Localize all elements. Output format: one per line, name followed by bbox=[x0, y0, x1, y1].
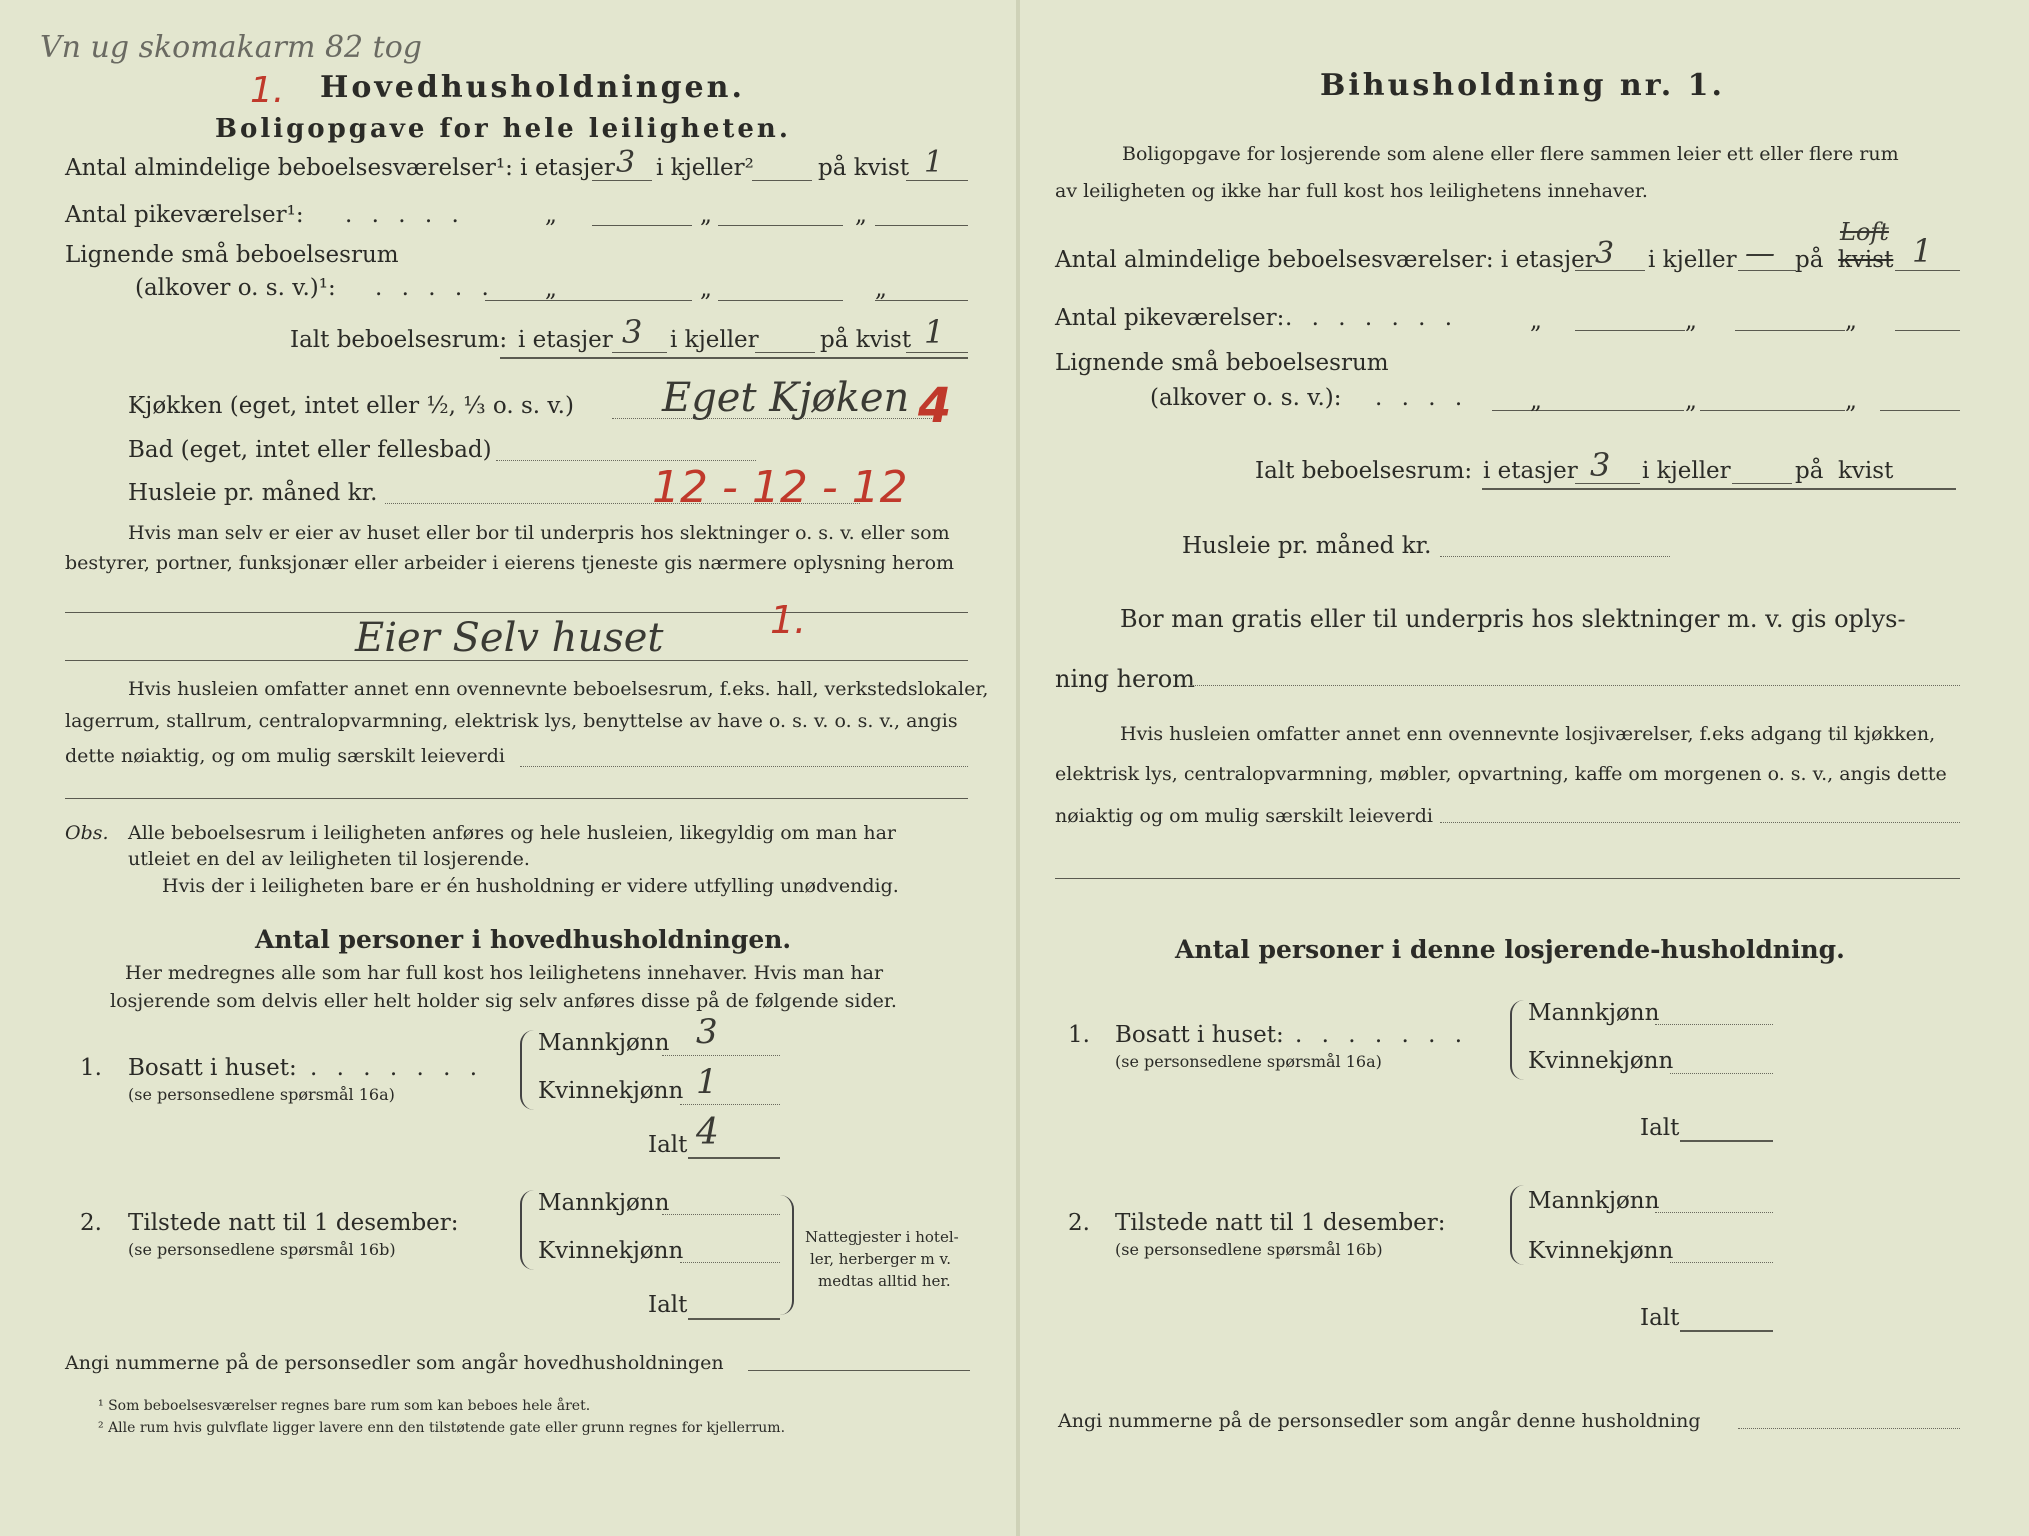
right-q2-mann-label: Mannkjønn bbox=[1528, 1188, 1660, 1214]
left-kjokken-value: Eget Kjøken bbox=[662, 375, 910, 421]
right-ialt-label: Ialt beboelsesrum: bbox=[1255, 458, 1473, 484]
left-angi-line bbox=[748, 1370, 970, 1371]
right-q1-num: 1. bbox=[1068, 1022, 1090, 1048]
right-gratis-2: ning herom bbox=[1055, 665, 1195, 693]
right-pike-line2 bbox=[1735, 330, 1845, 331]
left-ialt-kjeller-line bbox=[755, 352, 815, 353]
left-ialt-label: Ialt beboelsesrum: bbox=[290, 327, 508, 353]
left-eier-text-2: bestyrer, portner, funksjonær eller arbeider i eierens tjeneste gis nærmere oplysning herom bbox=[65, 552, 955, 574]
right-ialt-kjeller-line bbox=[1732, 483, 1792, 484]
left-smaa-q2: „ bbox=[700, 276, 712, 302]
right-row-alm-label: Antal almindelige beboelsesværelser: i etasjer bbox=[1055, 247, 1596, 273]
left-ialt-etasjer-value: 3 bbox=[622, 313, 643, 351]
left-ialt-etasjer-line bbox=[612, 352, 667, 353]
left-alm-kvist: på kvist bbox=[818, 155, 910, 181]
left-subtitle: Boligopgave for hele leiligheten. bbox=[215, 114, 791, 144]
right-omfatter-1: Hvis husleien omfatter annet enn ovennevnte losjiværelser, f.eks adgang til kjøkken, bbox=[1120, 723, 1936, 745]
left-alm-kjeller: i kjeller² bbox=[656, 155, 754, 181]
right-q1-ialt-label: Ialt bbox=[1640, 1115, 1680, 1141]
left-q2-mann-line bbox=[662, 1214, 780, 1215]
right-q1-mann-line bbox=[1655, 1024, 1773, 1025]
right-pike-line1 bbox=[1575, 330, 1685, 331]
left-alm-etasjer-value: 3 bbox=[616, 145, 636, 180]
right-omfatter-line-2 bbox=[1055, 878, 1960, 879]
left-smaa-q3: „ bbox=[875, 276, 887, 302]
left-smaa-line2 bbox=[718, 300, 843, 301]
left-ialt-kjeller: i kjeller bbox=[670, 327, 759, 353]
left-title: Hovedhusholdningen. bbox=[320, 70, 745, 105]
left-husleie-value: 12 - 12 - 12 bbox=[652, 462, 908, 513]
left-q2-ialt-line bbox=[688, 1318, 780, 1320]
right-q2-label: Tilstede natt til 1 desember: bbox=[1115, 1210, 1446, 1236]
right-title: Bihusholdning nr. 1. bbox=[1320, 68, 1725, 103]
page-fold bbox=[1016, 0, 1020, 1536]
right-row-smaa-1: Lignende små beboelsesrum bbox=[1055, 350, 1389, 376]
right-alm-kvist-struck: Loft bbox=[1840, 218, 1889, 246]
left-alm-kvist-value: 1 bbox=[924, 145, 944, 180]
right-angi: Angi nummerne på de personsedler som angår denne husholdning bbox=[1058, 1410, 1701, 1432]
right-smaa-line3 bbox=[1880, 410, 1960, 411]
left-q2-brace-right bbox=[778, 1195, 794, 1315]
left-row-smaa-1: Lignende små beboelsesrum bbox=[65, 242, 399, 268]
left-nattegjester-2: ler, herberger m v. bbox=[810, 1250, 951, 1268]
left-q2-kvinne-label: Kvinnekjønn bbox=[538, 1238, 684, 1264]
left-alm-etasjer-line bbox=[592, 180, 652, 181]
left-obs-label: Obs. bbox=[65, 822, 109, 844]
right-husleie-label: Husleie pr. måned kr. bbox=[1182, 533, 1432, 559]
right-smaa-q3: „ bbox=[1845, 388, 1857, 414]
left-kjokken-label: Kjøkken (eget, intet eller ½, ⅓ o. s. v.) bbox=[128, 393, 574, 419]
left-q2-brace bbox=[520, 1190, 536, 1270]
left-pike-line1 bbox=[592, 225, 692, 226]
right-gratis-line bbox=[1190, 685, 1960, 686]
right-q2-brace bbox=[1510, 1185, 1526, 1265]
left-nattegjester-3: medtas alltid her. bbox=[818, 1272, 951, 1290]
right-smaa-q2: „ bbox=[1685, 388, 1697, 414]
left-omfatter-1: Hvis husleien omfatter annet enn ovennevnte beboelsesrum, f.eks. hall, verkstedslokaler, bbox=[128, 678, 989, 700]
right-pike-q1: „ bbox=[1530, 308, 1542, 334]
left-persons-desc-2: losjerende som delvis eller helt holder sig selv anføres disse på de følgende sider. bbox=[110, 990, 897, 1012]
left-obs-1: Alle beboelsesrum i leiligheten anføres og hele husleien, likegyldig om man har bbox=[128, 822, 896, 844]
left-omfatter-line-1 bbox=[520, 766, 968, 767]
left-q2-sub: (se personsedlene spørsmål 16b) bbox=[128, 1240, 396, 1259]
right-omfatter-2: elektrisk lys, centralopvarmning, møbler, opvartning, kaffe om morgenen o. s. v., angis dette bbox=[1055, 763, 1947, 785]
right-smaa-q1: „ bbox=[1530, 388, 1542, 414]
right-q1-ialt-line bbox=[1680, 1140, 1773, 1142]
right-persons-title: Antal personer i denne losjerende-husholdning. bbox=[1175, 935, 1845, 964]
right-q1-kvinne-label: Kvinnekjønn bbox=[1528, 1048, 1674, 1074]
right-q1-dots: . . . . . . . bbox=[1295, 1022, 1469, 1048]
right-ialt-kvist: kvist bbox=[1838, 458, 1894, 484]
left-eier-text-1: Hvis man selv er eier av huset eller bor til underpris hos slektninger o. s. v. eller som bbox=[128, 522, 950, 544]
left-ialt-kvist: på kvist bbox=[820, 327, 912, 353]
left-q1-num: 1. bbox=[80, 1055, 102, 1081]
right-q1-mann-label: Mannkjønn bbox=[1528, 1000, 1660, 1026]
right-q2-kvinne-line bbox=[1670, 1262, 1773, 1263]
right-row-smaa-2: (alkover o. s. v.): bbox=[1150, 385, 1342, 411]
left-eier-line-1 bbox=[65, 612, 968, 613]
left-q2-ialt-label: Ialt bbox=[648, 1292, 688, 1318]
left-q1-dots: . . . . . . . bbox=[310, 1055, 484, 1081]
right-alm-kjeller-value: — bbox=[1745, 236, 1775, 271]
left-row-smaa-2: (alkover o. s. v.)¹: bbox=[135, 275, 336, 301]
left-ialt-kvist-line bbox=[906, 352, 968, 353]
right-alm-kvist: kvist bbox=[1838, 247, 1894, 273]
right-ialt-underline bbox=[1482, 488, 1956, 490]
left-q1-label: Bosatt i huset: bbox=[128, 1055, 297, 1081]
left-bad-line bbox=[496, 460, 756, 461]
left-pike-dots: . . . . . bbox=[345, 202, 465, 228]
right-gratis-1: Bor man gratis eller til underpris hos slektninger m. v. gis oplys- bbox=[1120, 605, 1906, 633]
right-ialt-etasjer-value: 3 bbox=[1590, 446, 1611, 484]
right-q1-sub: (se personsedlene spørsmål 16a) bbox=[1115, 1052, 1382, 1071]
left-persons-title: Antal personer i hovedhusholdningen. bbox=[255, 925, 792, 954]
left-obs-2: utleiet en del av leiligheten til losjerende. bbox=[128, 848, 530, 870]
handwritten-note: Vn ug skomakarm 82 tog bbox=[40, 30, 422, 65]
right-husleie-line bbox=[1440, 556, 1670, 557]
right-alm-paa: på bbox=[1795, 247, 1824, 273]
right-row-pike-label: Antal pikeværelser: bbox=[1055, 305, 1285, 331]
left-q1-mann-label: Mannkjønn bbox=[538, 1030, 670, 1056]
left-q1-kvinne-label: Kvinnekjønn bbox=[538, 1078, 684, 1104]
left-q1-sub: (se personsedlene spørsmål 16a) bbox=[128, 1085, 395, 1104]
left-bad-label: Bad (eget, intet eller fellesbad) bbox=[128, 437, 492, 463]
left-alm-kvist-line bbox=[906, 180, 968, 181]
left-q1-mann-value: 3 bbox=[696, 1012, 718, 1052]
left-footnote-1: ¹ Som beboelsesværelser regnes bare rum som kan beboes hele året. bbox=[98, 1398, 591, 1414]
right-omfatter-line-1 bbox=[1440, 822, 1960, 823]
left-smaa-line3 bbox=[875, 300, 968, 301]
right-alm-etasjer-value: 3 bbox=[1595, 236, 1615, 271]
right-q2-num: 2. bbox=[1068, 1210, 1090, 1236]
right-q2-kvinne-label: Kvinnekjønn bbox=[1528, 1238, 1674, 1264]
right-angi-line bbox=[1738, 1428, 1960, 1429]
left-nattegjester-1: Nattegjester i hotel- bbox=[805, 1228, 959, 1246]
right-pike-q2: „ bbox=[1685, 308, 1697, 334]
right-ialt-kjeller: i kjeller bbox=[1642, 458, 1731, 484]
right-q2-ialt-line bbox=[1680, 1330, 1773, 1332]
left-q2-mann-label: Mannkjønn bbox=[538, 1190, 670, 1216]
right-smaa-line1 bbox=[1492, 410, 1684, 411]
right-q2-ialt-label: Ialt bbox=[1640, 1305, 1680, 1331]
right-pike-dots: . . . . . . . bbox=[1285, 305, 1459, 331]
left-eier-red: 1. bbox=[770, 598, 807, 642]
left-obs-3: Hvis der i leiligheten bare er én husholdning er videre utfylling unødvendig. bbox=[162, 875, 899, 897]
right-smaa-dots: . . . . bbox=[1375, 385, 1469, 411]
right-ialt-paa: på bbox=[1795, 458, 1824, 484]
left-smaa-line1 bbox=[485, 300, 692, 301]
right-q2-mann-line bbox=[1655, 1212, 1773, 1213]
left-pike-line2 bbox=[718, 225, 843, 226]
left-eier-line-2 bbox=[65, 660, 968, 661]
left-smaa-q1: „ bbox=[545, 276, 557, 302]
left-omfatter-2: lagerrum, stallrum, centralopvarmning, elektrisk lys, benyttelse av have o. s. v. o. s. v., angis bbox=[65, 710, 958, 732]
left-q2-label: Tilstede natt til 1 desember: bbox=[128, 1210, 459, 1236]
left-smaa-dots: . . . . . bbox=[375, 275, 495, 301]
right-smaa-line2 bbox=[1700, 410, 1845, 411]
left-q1-ialt-value: 4 bbox=[696, 1112, 719, 1153]
right-pike-q3: „ bbox=[1845, 308, 1857, 334]
left-row-pike-label: Antal pikeværelser¹: bbox=[65, 202, 304, 228]
left-angi: Angi nummerne på de personsedler som angår hovedhusholdningen bbox=[65, 1352, 724, 1374]
right-intro-1: Boligopgave for losjerende som alene eller flere sammen leier ett eller flere rum bbox=[1122, 143, 1899, 165]
right-intro-2: av leiligheten og ikke har full kost hos leilighetens innehaver. bbox=[1055, 180, 1648, 202]
left-q1-kvinne-value: 1 bbox=[696, 1062, 718, 1102]
left-pike-q1: „ bbox=[545, 202, 557, 228]
left-pike-line3 bbox=[875, 225, 968, 226]
left-eier-value: Eier Selv huset bbox=[355, 615, 664, 661]
left-pike-q3: „ bbox=[855, 202, 867, 228]
right-q1-label: Bosatt i huset: bbox=[1115, 1022, 1284, 1048]
left-husleie-label: Husleie pr. måned kr. bbox=[128, 480, 378, 506]
left-row-alm-label: Antal almindelige beboelsesværelser¹: i etasjer bbox=[65, 155, 615, 181]
red-mark-1: 1. bbox=[250, 70, 285, 111]
right-q1-brace bbox=[1510, 1000, 1526, 1080]
left-q1-brace bbox=[520, 1030, 536, 1110]
left-q1-kvinne-line bbox=[680, 1104, 780, 1105]
left-q2-kvinne-line bbox=[680, 1262, 780, 1263]
left-alm-kjeller-line bbox=[752, 180, 812, 181]
right-q2-sub: (se personsedlene spørsmål 16b) bbox=[1115, 1240, 1383, 1259]
left-persons-desc-1: Her medregnes alle som har full kost hos leilighetens innehaver. Hvis man har bbox=[125, 962, 884, 984]
right-alm-kvist-line bbox=[1895, 270, 1960, 271]
left-footnote-2: ² Alle rum hvis gulvflate ligger lavere enn den tilstøtende gate eller grunn regnes for kjellerrum. bbox=[98, 1420, 786, 1436]
right-alm-kvist-value: 1 bbox=[1912, 232, 1933, 270]
right-q1-kvinne-line bbox=[1670, 1073, 1773, 1074]
right-pike-line3 bbox=[1895, 330, 1960, 331]
right-omfatter-3: nøiaktig og om mulig særskilt leieverdi bbox=[1055, 805, 1433, 827]
left-q2-num: 2. bbox=[80, 1210, 102, 1236]
left-q1-ialt-line bbox=[688, 1157, 780, 1159]
right-alm-kjeller: i kjeller bbox=[1648, 247, 1737, 273]
right-ialt-etasjer-label: i etasjer bbox=[1483, 458, 1578, 484]
left-kjokken-red-4: 4 bbox=[918, 378, 952, 434]
left-q1-mann-line bbox=[662, 1055, 780, 1056]
left-ialt-etasjer-label: i etasjer bbox=[518, 327, 613, 353]
left-pike-q2: „ bbox=[700, 202, 712, 228]
left-omfatter-line-2 bbox=[65, 798, 968, 799]
left-ialt-kvist-value: 1 bbox=[924, 313, 945, 351]
left-q1-ialt-label: Ialt bbox=[648, 1132, 688, 1158]
left-ialt-underline bbox=[500, 357, 968, 359]
left-omfatter-3: dette nøiaktig, og om mulig særskilt leieverdi bbox=[65, 745, 505, 767]
